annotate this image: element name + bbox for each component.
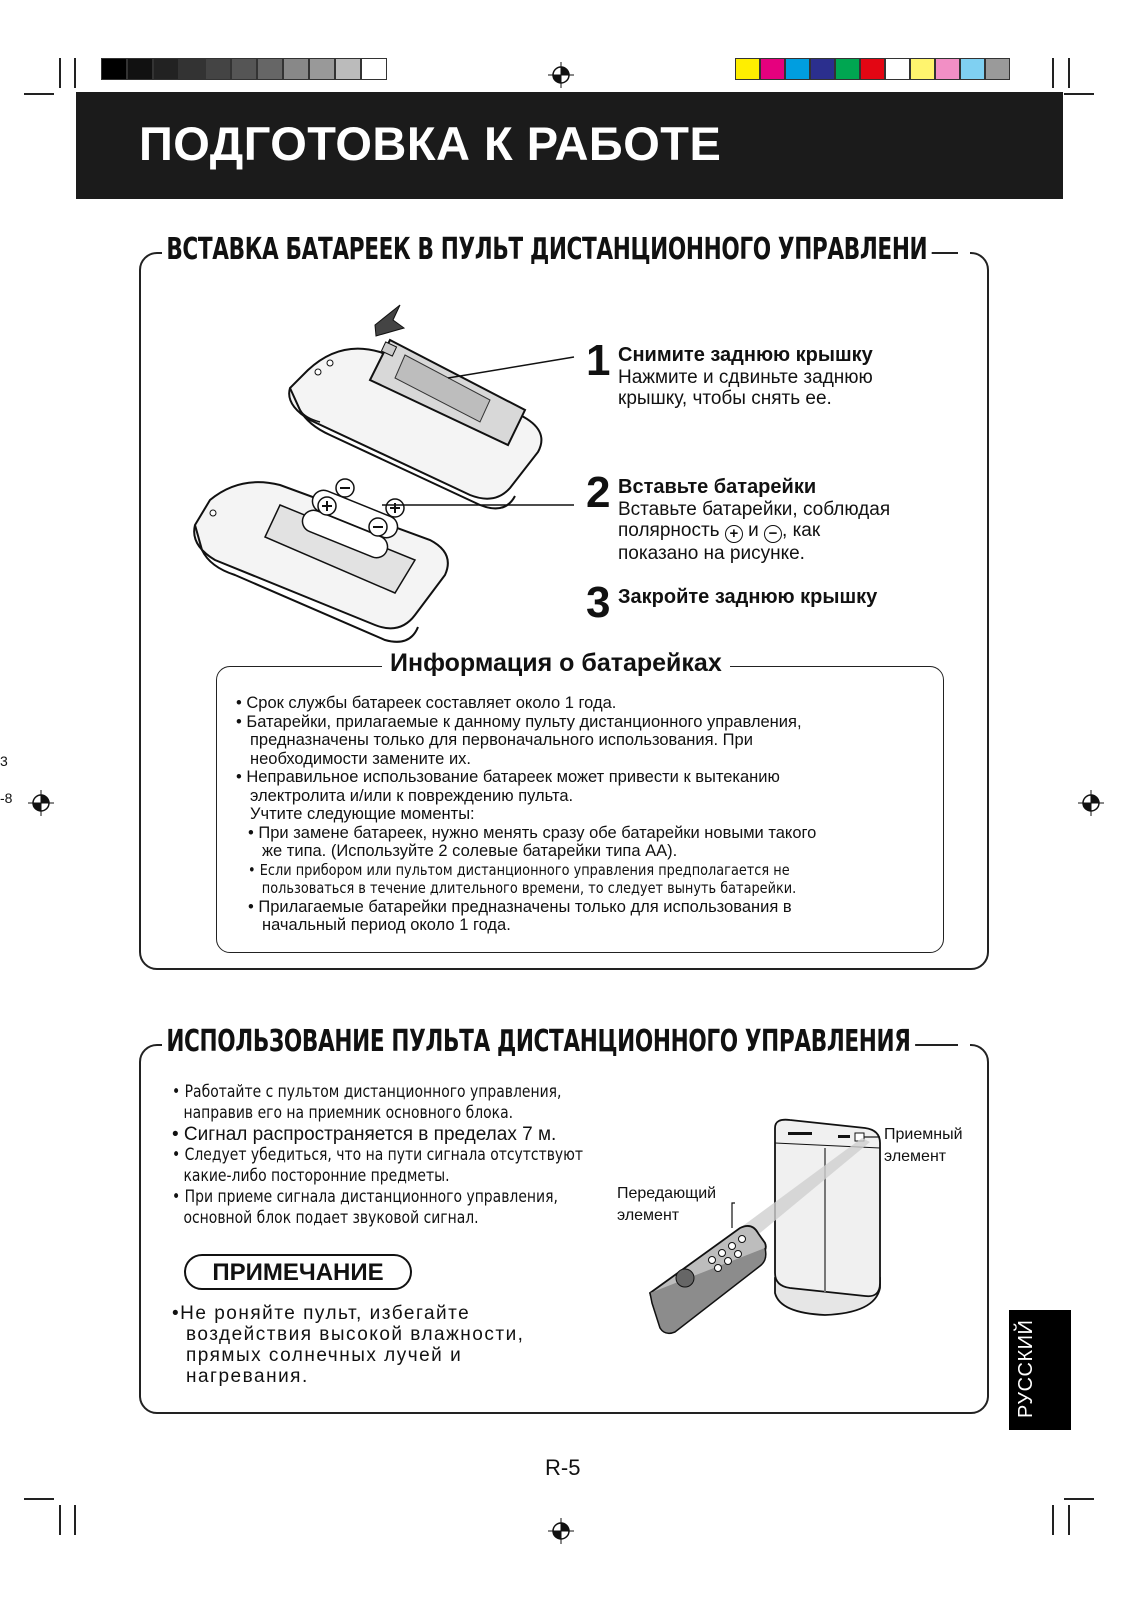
- battery-info-text: • Срок службы батареек составляет около 1 года. • Батарейки, прилагаемые к данному пульту дистанционного управления, предназначены только для первоначального использования. При необходимости замените их. • Неправильное использование батареек может привести к вытеканию электролита и/или к повреждению пульта. Учтите следующие моменты: • При замене батареек, нужно менять сразу обе батарейки новыми такого же типа. (Используйте 2 солевые батарейки типа AA). • Если прибором или пультом дистанционного управления предполагается не пользоваться в течение длительного времени, то следует вынуть батарейки. • Прилагаемые батарейки предназначены только для использования в начальный период около 1 года.: [236, 694, 817, 934]
- margin-fragment: 3: [0, 753, 8, 769]
- language-tab-label: РУССКИЙ: [1015, 1319, 1037, 1418]
- step-text: Нажмите и сдвиньте заднюю крышку, чтобы снять ее.: [618, 367, 873, 409]
- remote-control-icon: [650, 1226, 766, 1333]
- step-title: Закройте заднюю крышку: [618, 586, 878, 608]
- page-number: R-5: [545, 1455, 581, 1480]
- receiver-label: Приемный элемент: [884, 1126, 963, 1165]
- step-number: 3: [586, 578, 611, 627]
- margin-fragment: -8: [0, 790, 13, 806]
- usage-section-heading: ИСПОЛЬЗОВАНИЕ ПУЛЬТА ДИСТАНЦИОННОГО УПРАВЛЕНИЯ: [162, 1024, 915, 1059]
- transmitter-label: Передающий элемент: [617, 1185, 717, 1224]
- usage-bullets: • Работайте с пультом дистанционного управления, направив его на приемник основного блока. • Сигнал распространяется в пределах 7 м. • Следует убедиться, что на пути сигнала отсутствуют какие-либо посторонние предметы. • При приеме сигнала дистанционного управления, основной блок подает звуковой сигнал.: [172, 1082, 584, 1228]
- remote-batteries-illustration: [194, 479, 448, 642]
- minus-polarity-icon: −: [764, 525, 782, 543]
- step-title: Снимите заднюю крышку: [618, 344, 873, 366]
- registration-target-icon: [1078, 790, 1104, 816]
- battery-info-heading: Информация о батарейках: [382, 649, 730, 678]
- language-tab: [1009, 1310, 1071, 1430]
- battery-section-heading: ВСТАВКА БАТАРЕЕК В ПУЛЬТ ДИСТАНЦИОННОГО УПРАВЛЕНИ: [162, 232, 932, 267]
- remote-cover-illustration: [289, 305, 541, 508]
- step-title: Вставьте батарейки: [618, 476, 817, 498]
- remote-usage-illustration: [640, 1118, 890, 1373]
- note-label: ПРИМЕЧАНИЕ: [184, 1254, 412, 1290]
- title-bar: [76, 92, 1063, 199]
- registration-target-icon: [548, 62, 574, 88]
- note-text: •Не роняйте пульт, избегайте воздействия высокой влажности, прямых солнечных лучей и нагревания.: [172, 1303, 525, 1387]
- remote-battery-illustration: [190, 300, 580, 650]
- registration-target-icon: [548, 1518, 574, 1544]
- plus-polarity-icon: +: [725, 525, 743, 543]
- page-title: ПОДГОТОВКА К РАБОТЕ: [139, 117, 722, 170]
- step-number: 1: [586, 336, 611, 385]
- step-text: Вставьте батарейки, соблюдая полярность + и − , как показано на рисунке.: [618, 499, 891, 564]
- air-purifier-illustration: [775, 1120, 880, 1315]
- step-number: 2: [586, 468, 611, 517]
- registration-target-icon: [28, 790, 54, 816]
